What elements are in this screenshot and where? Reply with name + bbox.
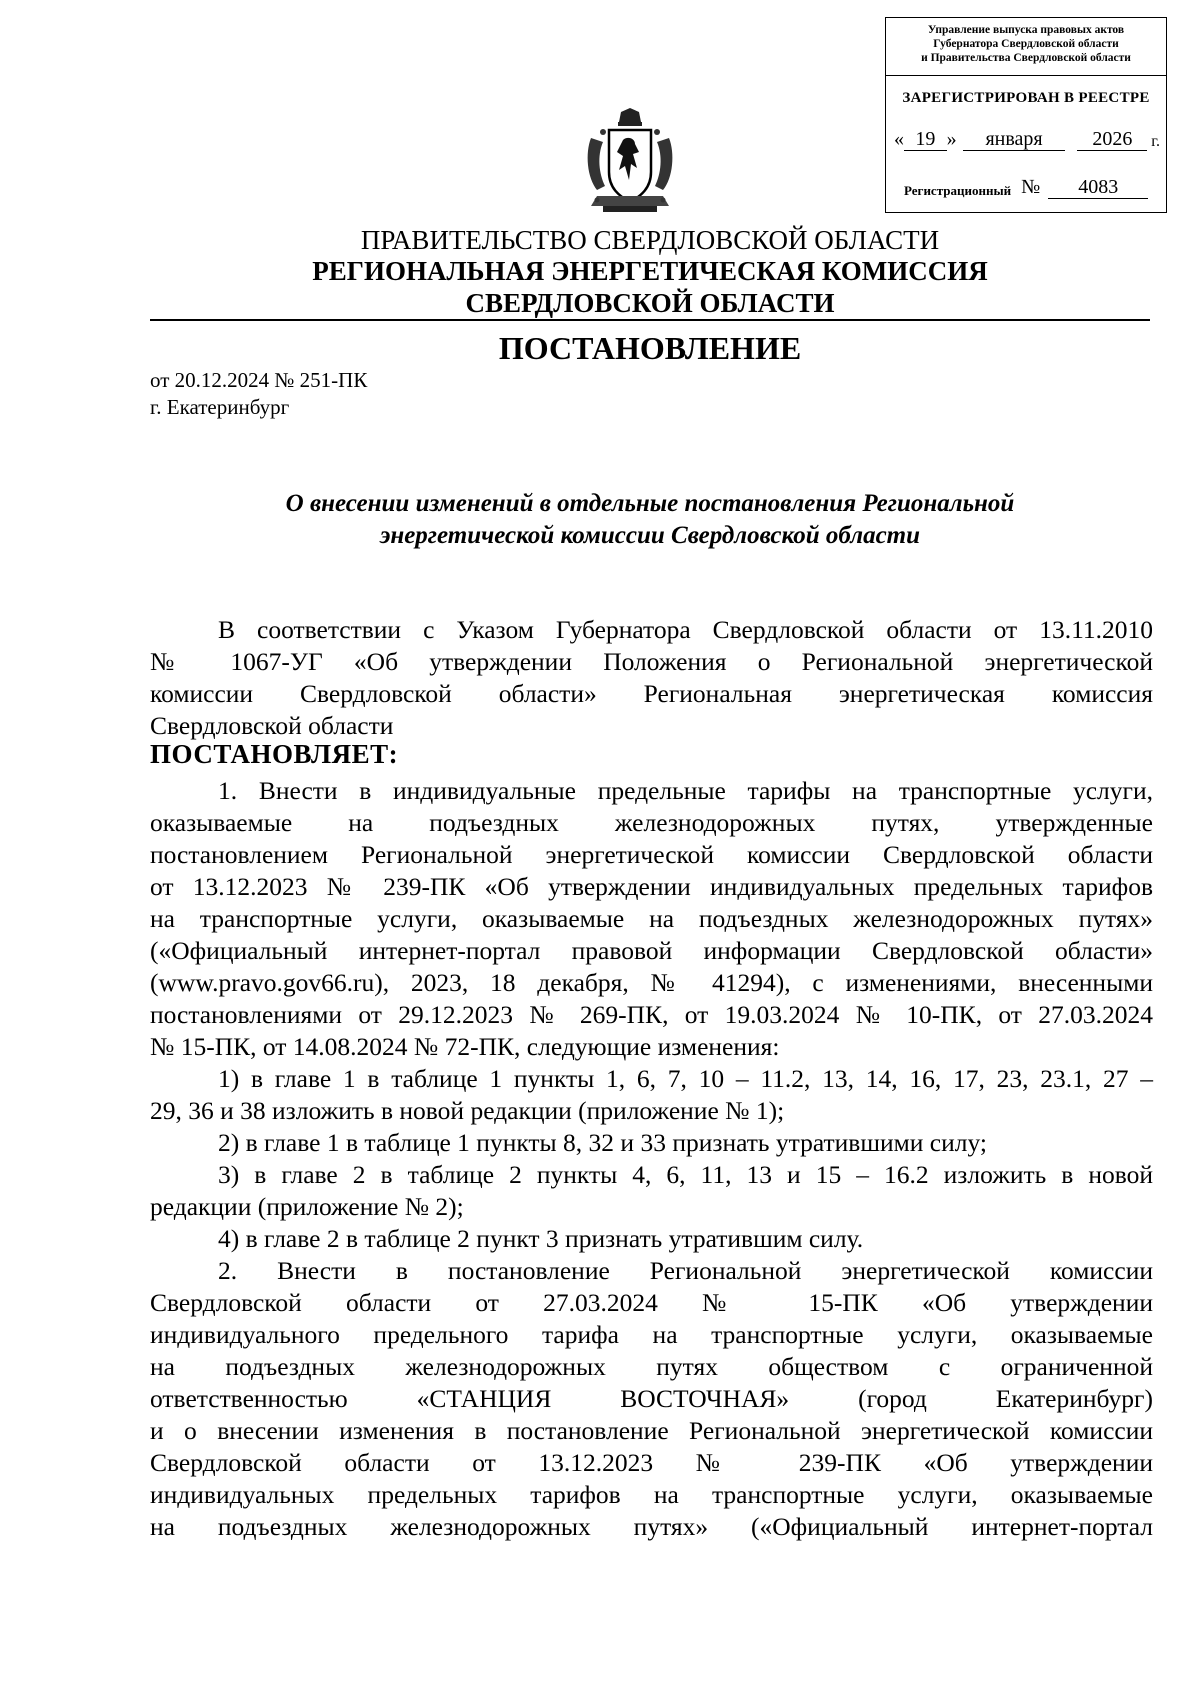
stamp-day: 19	[904, 128, 947, 151]
stamp-month: января	[963, 128, 1066, 151]
stamp-year: 2026	[1077, 128, 1147, 151]
document-subject	[150, 488, 1150, 552]
item1-line: (www.pravo.gov66.ru), 2023, 18 декабря, № 41294), с изменениями, внесенными	[150, 968, 1153, 997]
item2-line: Свердловской области от 27.03.2024 № 15-ПК «Об утверждении	[150, 1288, 1153, 1317]
stamp-header-line: и Правительства Свердловской области	[921, 52, 1131, 64]
header-commission: РЕГИОНАЛЬНАЯ ЭНЕРГЕТИЧЕСКАЯ КОМИССИЯ	[312, 256, 988, 286]
item1-line: 1. Внести в индивидуальные предельные тарифы на транспортные услуги,	[218, 776, 1153, 805]
item2-line: на подъездных железнодорожных путях обществом с ограниченной	[150, 1352, 1153, 1381]
stamp-header-line: Управление выпуска правовых актов	[927, 24, 1125, 36]
subject-line: О внесении изменений в отдельные постановления Региональной	[285, 490, 1015, 517]
stamp-quote-open: «	[894, 128, 904, 150]
item2-line: и о внесении изменения в постановление Региональной энергетической комиссии	[150, 1416, 1153, 1445]
coat-of-arms-icon	[583, 108, 677, 218]
preamble-line: Свердловской области	[150, 711, 394, 740]
registration-stamp	[885, 17, 1167, 213]
item2-line: Свердловской области от 13.12.2023 № 239-ПК «Об утверждении	[150, 1448, 1153, 1477]
preamble-line: № 1067-УГ «Об утверждении Положения о Региональной энергетической	[150, 647, 1153, 676]
subitem1-line: 29, 36 и 38 изложить в новой редакции (приложение № 1);	[150, 1096, 785, 1125]
stamp-registration-number	[904, 176, 1160, 199]
item1-line: оказываемые на подъездных железнодорожных путях, утвержденные	[150, 808, 1153, 837]
item1-line: постановлением Региональной энергетической комиссии Свердловской области	[150, 840, 1153, 869]
stamp-quote-close: »	[946, 128, 957, 150]
item2-line: индивидуального предельного тарифа на транспортные услуги, оказываемые	[150, 1320, 1153, 1349]
item2-line: на подъездных железнодорожных путях» («Официальный интернет-портал	[150, 1512, 1153, 1541]
stamp-reg-number: 4083	[1048, 176, 1148, 199]
item1-line: от 13.12.2023 № 239-ПК «Об утверждении индивидуальных предельных тарифов	[150, 872, 1153, 901]
item2-line: ответственностью «СТАНЦИЯ ВОСТОЧНАЯ» (город Екатеринбург)	[150, 1384, 1153, 1413]
stamp-header-line: Губернатора Свердловской области	[933, 38, 1119, 50]
item1-line: на транспортные услуги, оказываемые на подъездных железнодорожных путях»	[150, 904, 1153, 933]
preamble-line: комиссии Свердловской области» Региональная энергетическая комиссия	[150, 679, 1153, 708]
subitem4-line: 4) в главе 2 в таблице 2 пункт 3 признать утратившим силу.	[218, 1224, 864, 1253]
document-city: г. Екатеринбург	[150, 395, 290, 419]
stamp-num-sign: №	[1021, 176, 1041, 198]
document-title: ПОСТАНОВЛЕНИЕ	[498, 330, 802, 366]
stamp-reg-label: Регистрационный	[904, 183, 1012, 198]
subitem2-line: 2) в главе 1 в таблице 1 пункты 8, 32 и 33 признать утратившими силу;	[218, 1128, 987, 1157]
header-government: ПРАВИТЕЛЬСТВО СВЕРДЛОВСКОЙ ОБЛАСТИ	[360, 225, 940, 255]
subitem3-line: 3) в главе 2 в таблице 2 пункты 4, 6, 11, 13 и 15 – 16.2 изложить в новой	[218, 1160, 1153, 1189]
stamp-year-suffix: г.	[1151, 133, 1160, 150]
item1-line: («Официальный интернет-портал правовой информации Свердловской области»	[150, 936, 1153, 965]
subitem1-line: 1) в главе 1 в таблице 1 пункты 1, 6, 7, 10 – 11.2, 13, 14, 16, 17, 23, 23.1, 27 –	[218, 1064, 1153, 1093]
item2-line: 2. Внести в постановление Региональной энергетической комиссии	[218, 1256, 1153, 1285]
item2-line: индивидуальных предельных тарифов на транспортные услуги, оказываемые	[150, 1480, 1153, 1509]
subitem3-line: редакции (приложение № 2);	[150, 1192, 464, 1221]
preamble-line: В соответствии с Указом Губернатора Свердловской области от 13.11.2010	[218, 615, 1153, 644]
header-divider	[150, 319, 1150, 321]
stamp-date	[894, 128, 1160, 151]
stamp-registered-label: ЗАРЕГИСТРИРОВАН В РЕЕСТРЕ	[902, 90, 1150, 106]
document-date-number: от 20.12.2024 № 251-ПК	[150, 368, 368, 392]
header-region: СВЕРДЛОВСКОЙ ОБЛАСТИ	[465, 288, 835, 318]
item1-line: № 15-ПК, от 14.08.2024 № 72-ПК, следующие изменения:	[150, 1032, 780, 1061]
subject-line: энергетической комиссии Свердловской области	[379, 522, 921, 549]
stamp-header	[886, 18, 1166, 76]
resolves-heading: ПОСТАНОВЛЯЕТ:	[150, 739, 399, 769]
item1-line: постановлениями от 29.12.2023 № 269-ПК, от 19.03.2024 № 10-ПК, от 27.03.2024	[150, 1000, 1153, 1029]
